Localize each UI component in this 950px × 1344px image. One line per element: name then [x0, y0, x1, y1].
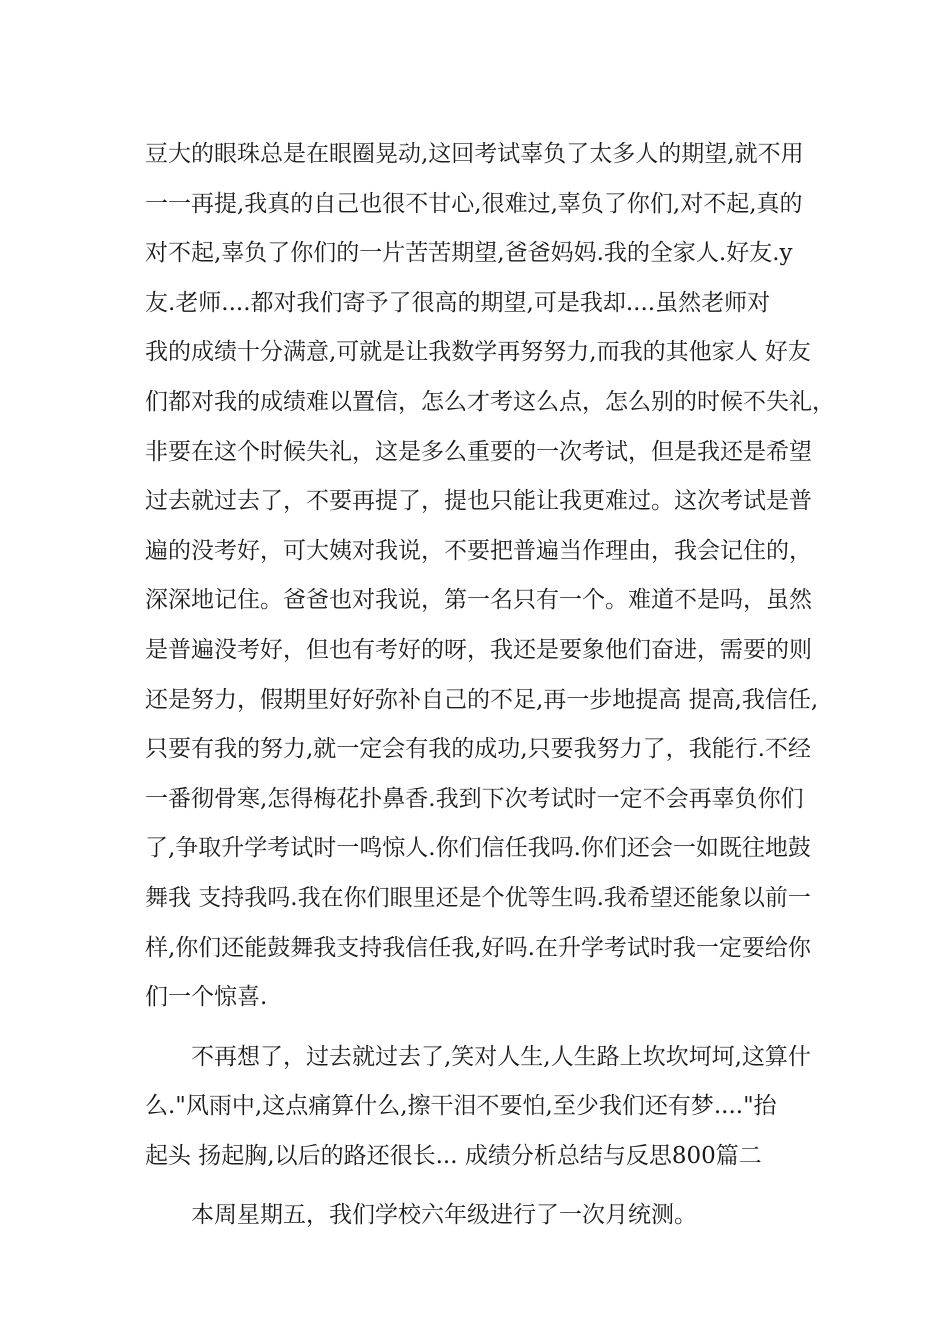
text-line: 遍的没考好，可大姨对我说，不要把普遍当作理由，我会记住的， — [145, 537, 812, 564]
text-line: 不再想了，过去就过去了,笑对人生,人生路上坎坎坷坷,这算什 — [191, 1043, 811, 1070]
text-line: 深深地记住。爸爸也对我说，第一名只有一个。难道不是吗，虽然 — [145, 587, 812, 614]
text-line: 舞我 支持我吗.我在你们眼里还是个优等生吗.我希望还能象以前一 — [145, 884, 811, 911]
text-line: 起头 扬起胸,以后的路还很长... 成绩分析总结与反思800篇二 — [145, 1142, 762, 1169]
text-line: 么."风雨中,这点痛算什么,擦干泪不要怕,至少我们还有梦...."抬 — [145, 1093, 777, 1120]
text-line: 是普遍没考好，但也有考好的呀，我还是要象他们奋进，需要的则 — [145, 636, 812, 663]
text-line: 样,你们还能鼓舞我支持我信任我,好吗.在升学考试时我一定要给你 — [145, 934, 811, 961]
text-line: 非要在这个时候失礼，这是多么重要的一次考试，但是我还是希望 — [145, 438, 812, 465]
text-line: 对不起,辜负了你们的一片苦苦期望,爸爸妈妈.我的全家人.好友.y — [145, 240, 793, 267]
text-line: 我的成绩十分满意,可就是让我数学再努努力,而我的其他家人 好友 — [145, 339, 811, 366]
document-body — [145, 136, 835, 1247]
text-line: 友.老师....都对我们寄予了很高的期望,可是我却....虽然老师对 — [145, 289, 771, 316]
paragraph-1 — [145, 136, 835, 1029]
text-line: 只要有我的努力,就一定会有我的成功,只要我努力了，我能行.不经 — [145, 736, 811, 763]
paragraph-2 — [145, 1039, 815, 1188]
text-line: 一番彻骨寒,怎得梅花扑鼻香.我到下次考试时一定不会再辜负你们 — [145, 785, 804, 812]
text-line: 过去就过去了，不要再提了，提也只能让我更难过。这次考试是普 — [145, 488, 812, 515]
paragraph-3 — [145, 1197, 815, 1247]
text-line: 还是努力，假期里好好弥补自己的不足,再一步地提高 提高,我信任, — [145, 686, 819, 713]
text-line: 们都对我的成绩难以置信，怎么才考这么点，怎么别的时候不失礼， — [145, 388, 835, 415]
text-line: 豆大的眼珠总是在眼圈晃动,这回考试辜负了太多人的期望,就不用 — [145, 141, 804, 167]
text-line: 们一个惊喜. — [145, 984, 268, 1011]
text-line: 了,争取升学考试时一鸣惊人.你们信任我吗.你们还会一如既往地鼓 — [145, 835, 811, 862]
text-line: 一一再提,我真的自己也很不甘心,很难过,辜负了你们,对不起,真的 — [145, 190, 803, 217]
text-line: 本周星期五，我们学校六年级进行了一次月统测。 — [191, 1202, 697, 1229]
